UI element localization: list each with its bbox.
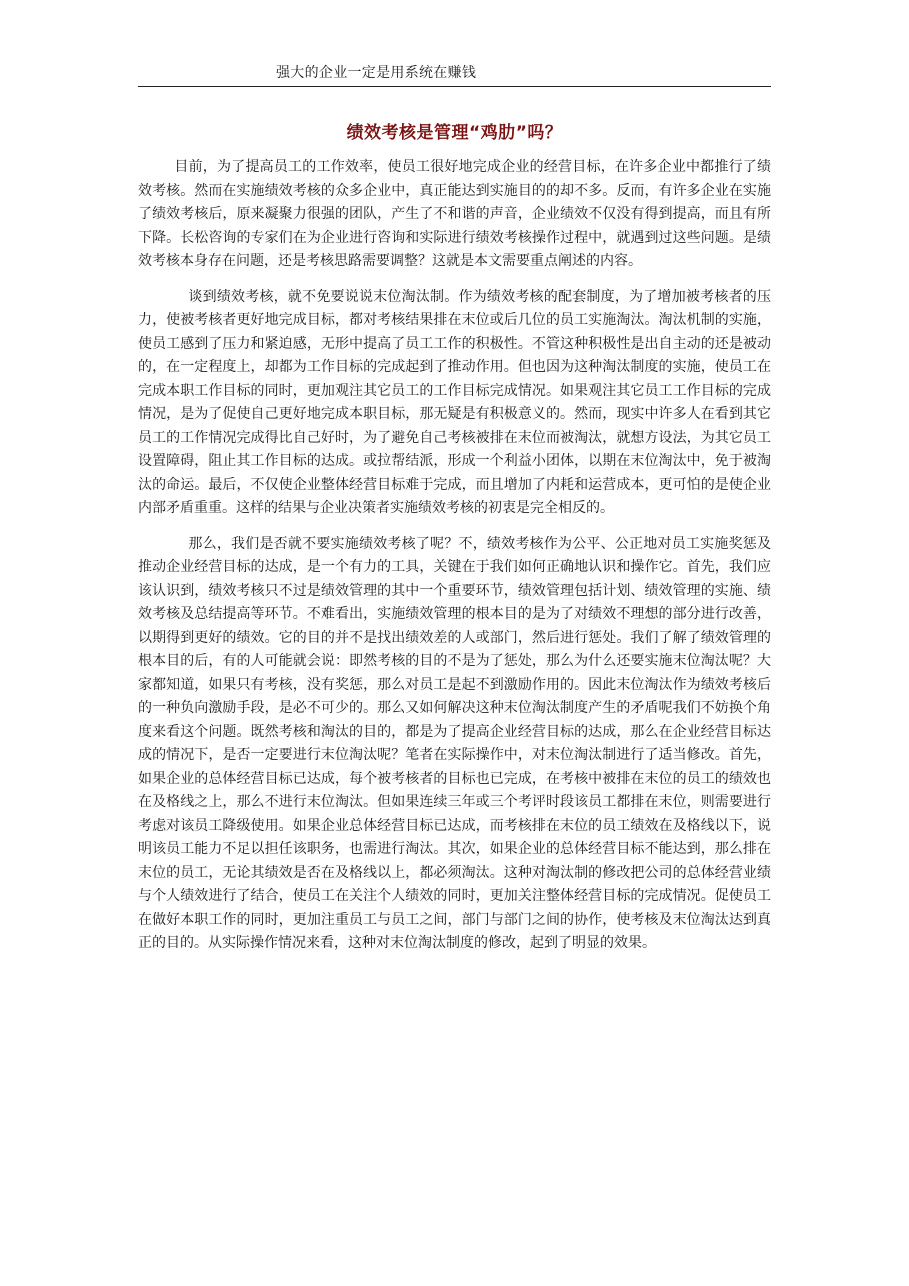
article-title: 绩效考核是管理“鸡肋”吗？ [346,123,563,143]
article-body [138,156,771,968]
paragraph-solution: 那么，我们是否就不要实施绩效考核了呢？不，绩效考核作为公平、公正地对员工实施奖惩及推动企业经营目标的达成，是一个有力的工具，关键在于我们如何正确地认识和操作它。首先，我们应该认识到，绩效考核只不过是绩效管理的其中一个重要环节，绩效管理包括计划、绩效管理的实施、绩效考核及总结提高等环节。不难看出，实施绩效管理的根本目的是为了对绩效不理想的部分进行改善，以期得到更好的绩效。它的目的并不是找出绩效差的人或部门，然后进行惩处。我们了解了绩效管理的根本目的后，有的人可能就会说：即然考核的目的不是为了惩处，那么为什么还要实施末位淘汰呢？大家都知道，如果只有考核，没有奖惩，那么对员工是起不到激励作用的。因此末位淘汰作为绩效考核后的一种负向激励手段，是必不可少的。那么又如何解决这种末位淘汰制度产生的矛盾呢我们不妨换个角度来看这个问题。既然考核和淘汰的目的，都是为了提高企业经营目标的达成，那么在企业经营目标达成的情况下，是否一定要进行末位淘汰呢？笔者在实际操作中，对末位淘汰制进行了适当修改。首先，如果企业的总体经营目标已达成，每个被考核者的目标也已完成，在考核中被排在末位的员工的绩效也在及格线之上，那么不进行末位淘汰。但如果连续三年或三个考评时段该员工都排在末位，则需要进行考虑对该员工降级使用。如果企业总体经营目标已达成，而考核排在末位的员工绩效在及格线以下，说明该员工能力不足以担任该职务，也需进行淘汰。其次，如果企业的总体经营目标不能达到，那么排在末位的员工，无论其绩效是否在及格线以上，都必须淘汰。这种对淘汰制的修改把公司的总体经营业绩与个人绩效进行了结合，使员工在关注个人绩效的同时，更加关注整体经营目标的完成情况。促使员工在做好本职工作的同时，更加注重员工与员工之间，部门与部门之间的协作，使考核及末位淘汰达到真正的目的。从实际操作情况来看，这种对末位淘汰制度的修改，起到了明显的效果。 [138,535,771,951]
paragraph-intro: 目前，为了提高员工的工作效率，使员工很好地完成企业的经营目标，在许多企业中都推行了绩效考核。然而在实施绩效考核的众多企业中，真正能达到实施目的的却不多。反而，有许多企业在实施了绩效考核后，原来凝聚力很强的团队，产生了不和谐的声音，企业绩效不仅没有得到提高，而且有所下降。长松咨询的专家们在为企业进行咨询和实际进行绩效考核操作过程中，就遇到过这些问题。是绩效考核本身存在问题，还是考核思路需要调整？这就是本文需要重点阐述的内容。 [138,159,771,269]
page-header [138,60,771,87]
header-slogan: 强大的企业一定是用系统在赚钱 [276,65,477,81]
paragraph-elimination: 谈到绩效考核，就不免要说说末位淘汰制。作为绩效考核的配套制度，为了增加被考核者的压力，使被考核者更好地完成目标，都对考核结果排在末位或后几位的员工实施淘汰。淘汰机制的实施，使员工感到了压力和紧迫感，无形中提高了员工工作的积极性。不管这种积极性是出自主动的还是被动的，在一定程度上，却都为工作目标的完成起到了推动作用。但也因为这种淘汰制度的实施，使员工在完成本职工作目标的同时，更加观注其它员工的工作目标完成情况。如果观注其它员工工作目标的完成情况，是为了促使自己更好地完成本职目标，那无疑是有积极意义的。然而，现实中许多人在看到其它员工的工作情况完成得比自己好时，为了避免自己考核被排在末位而被淘汰，就想方设法，为其它员工设置障碍，阻止其工作目标的达成。或拉帮结派，形成一个利益小团体，以期在末位淘汰中，免于被淘汰的命运。最后，不仅使企业整体经营目标难于完成，而且增加了内耗和运营成本，更可怕的是使企业内部矛盾重重。这样的结果与企业决策者实施绩效考核的初衷是完全相反的。 [138,288,771,516]
